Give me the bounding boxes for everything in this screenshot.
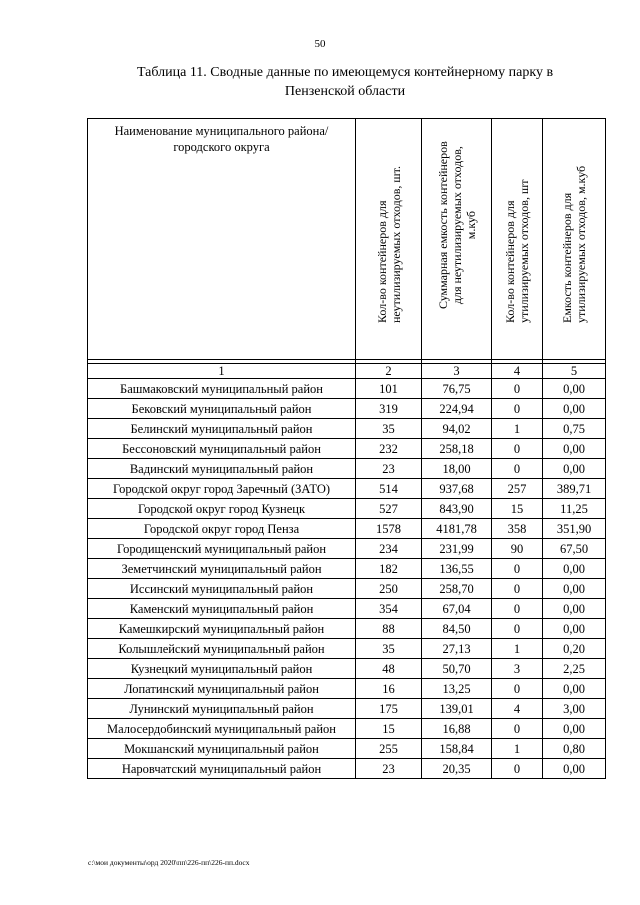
- row-value-cell: 158,84: [422, 739, 492, 759]
- row-value-cell: 358: [492, 519, 543, 539]
- column-number: 3: [422, 364, 492, 379]
- row-name-cell: Малосердобинский муниципальный район: [88, 719, 356, 739]
- row-value-cell: 136,55: [422, 559, 492, 579]
- row-value-cell: 527: [356, 499, 422, 519]
- row-value-cell: 18,00: [422, 459, 492, 479]
- row-value-cell: 23: [356, 759, 422, 779]
- row-value-cell: 35: [356, 419, 422, 439]
- row-value-cell: 76,75: [422, 379, 492, 399]
- row-value-cell: 0: [492, 379, 543, 399]
- row-value-cell: 16: [356, 679, 422, 699]
- row-value-cell: 3,00: [543, 699, 606, 719]
- row-value-cell: 23: [356, 459, 422, 479]
- row-value-cell: 0,00: [543, 459, 606, 479]
- row-value-cell: 0: [492, 559, 543, 579]
- table-row: [88, 579, 606, 599]
- row-value-cell: 1578: [356, 519, 422, 539]
- row-value-cell: 35: [356, 639, 422, 659]
- row-value-cell: 255: [356, 739, 422, 759]
- row-value-cell: 0,00: [543, 579, 606, 599]
- row-value-cell: 27,13: [422, 639, 492, 659]
- row-value-cell: 0: [492, 719, 543, 739]
- row-value-cell: 0: [492, 679, 543, 699]
- row-name-cell: Белинский муниципальный район: [88, 419, 356, 439]
- row-name-cell: Наровчатский муниципальный район: [88, 759, 356, 779]
- row-value-cell: 0: [492, 619, 543, 639]
- row-value-cell: 0,00: [543, 379, 606, 399]
- row-value-cell: 67,04: [422, 599, 492, 619]
- row-value-cell: 13,25: [422, 679, 492, 699]
- header-volume-nonrecyclable: Суммарная емкость контейнеров для неутилизируемых отходов, м.куб: [422, 119, 492, 360]
- column-number-row: [88, 364, 606, 379]
- row-value-cell: 258,18: [422, 439, 492, 459]
- table-row: [88, 679, 606, 699]
- row-value-cell: 0,00: [543, 559, 606, 579]
- table-row: [88, 759, 606, 779]
- row-value-cell: 0: [492, 579, 543, 599]
- row-name-cell: Камешкирский муниципальный район: [88, 619, 356, 639]
- row-name-cell: Кузнецкий муниципальный район: [88, 659, 356, 679]
- table-row: [88, 479, 606, 499]
- row-name-cell: Иссинский муниципальный район: [88, 579, 356, 599]
- row-value-cell: 843,90: [422, 499, 492, 519]
- table-row: [88, 739, 606, 759]
- row-value-cell: 232: [356, 439, 422, 459]
- row-name-cell: Земетчинский муниципальный район: [88, 559, 356, 579]
- table-row: [88, 379, 606, 399]
- row-value-cell: 0,20: [543, 639, 606, 659]
- row-value-cell: 514: [356, 479, 422, 499]
- row-value-cell: 0,00: [543, 759, 606, 779]
- row-value-cell: 0,80: [543, 739, 606, 759]
- table-row: [88, 699, 606, 719]
- table-row: [88, 619, 606, 639]
- table-row: [88, 539, 606, 559]
- table-row: [88, 719, 606, 739]
- row-value-cell: 0: [492, 439, 543, 459]
- table-row: [88, 399, 606, 419]
- row-value-cell: 234: [356, 539, 422, 559]
- row-value-cell: 0,00: [543, 679, 606, 699]
- row-value-cell: 11,25: [543, 499, 606, 519]
- container-fleet-table: [87, 118, 606, 779]
- row-value-cell: 0,00: [543, 719, 606, 739]
- row-value-cell: 48: [356, 659, 422, 679]
- row-value-cell: 0,00: [543, 599, 606, 619]
- table-row: [88, 639, 606, 659]
- row-value-cell: 50,70: [422, 659, 492, 679]
- table-row: [88, 519, 606, 539]
- row-name-cell: Бессоновский муниципальный район: [88, 439, 356, 459]
- row-name-cell: Вадинский муниципальный район: [88, 459, 356, 479]
- table-row: [88, 659, 606, 679]
- row-name-cell: Городской округ город Заречный (ЗАТО): [88, 479, 356, 499]
- row-value-cell: 101: [356, 379, 422, 399]
- row-value-cell: 67,50: [543, 539, 606, 559]
- column-number: 1: [88, 364, 356, 379]
- row-value-cell: 2,25: [543, 659, 606, 679]
- row-value-cell: 0,00: [543, 619, 606, 639]
- file-path-footer: c:\мои документы\орд 2020\пп\226-пп\226-пп.docx: [88, 858, 250, 867]
- row-value-cell: 250: [356, 579, 422, 599]
- row-value-cell: 90: [492, 539, 543, 559]
- header-volume-recyclable: Емкость контейнеров для утилизируемых отходов, м.куб: [543, 119, 606, 360]
- header-name-column: Наименование муниципального района/городского округа: [88, 119, 356, 360]
- row-value-cell: 4: [492, 699, 543, 719]
- table-row: [88, 599, 606, 619]
- column-number: 4: [492, 364, 543, 379]
- table-row: [88, 439, 606, 459]
- row-name-cell: Городской округ город Пенза: [88, 519, 356, 539]
- row-value-cell: 175: [356, 699, 422, 719]
- row-value-cell: 84,50: [422, 619, 492, 639]
- row-value-cell: 231,99: [422, 539, 492, 559]
- row-name-cell: Колышлейский муниципальный район: [88, 639, 356, 659]
- table-title: [100, 63, 590, 101]
- row-value-cell: 15: [492, 499, 543, 519]
- row-name-cell: Башмаковский муниципальный район: [88, 379, 356, 399]
- row-value-cell: 1: [492, 419, 543, 439]
- row-name-cell: Лунинский муниципальный район: [88, 699, 356, 719]
- row-value-cell: 15: [356, 719, 422, 739]
- row-value-cell: 258,70: [422, 579, 492, 599]
- row-value-cell: 0,75: [543, 419, 606, 439]
- row-name-cell: Городской округ город Кузнецк: [88, 499, 356, 519]
- table-row: [88, 419, 606, 439]
- table-row: [88, 459, 606, 479]
- page-number: 50: [314, 38, 326, 50]
- header-count-recyclable: Кол-во контейнеров для утилизируемых отходов, шт: [492, 119, 543, 360]
- row-value-cell: 319: [356, 399, 422, 419]
- row-value-cell: 88: [356, 619, 422, 639]
- header-count-nonrecyclable: Кол-во контейнеров для неутилизируемых отходов, шт.: [356, 119, 422, 360]
- row-value-cell: 139,01: [422, 699, 492, 719]
- column-number: 5: [543, 364, 606, 379]
- row-value-cell: 0: [492, 399, 543, 419]
- row-value-cell: 224,94: [422, 399, 492, 419]
- row-value-cell: 257: [492, 479, 543, 499]
- row-value-cell: 1: [492, 639, 543, 659]
- row-value-cell: 0: [492, 759, 543, 779]
- row-value-cell: 94,02: [422, 419, 492, 439]
- column-number: 2: [356, 364, 422, 379]
- row-value-cell: 0: [492, 599, 543, 619]
- row-value-cell: 354: [356, 599, 422, 619]
- row-value-cell: 0,00: [543, 399, 606, 419]
- row-name-cell: Каменский муниципальный район: [88, 599, 356, 619]
- row-value-cell: 20,35: [422, 759, 492, 779]
- row-value-cell: 351,90: [543, 519, 606, 539]
- row-value-cell: 4181,78: [422, 519, 492, 539]
- row-value-cell: 3: [492, 659, 543, 679]
- title-line-1: Таблица 11. Сводные данные по имеющемуся контейнерному парку в: [136, 65, 554, 80]
- row-value-cell: 16,88: [422, 719, 492, 739]
- row-value-cell: 0,00: [543, 439, 606, 459]
- row-value-cell: 0: [492, 459, 543, 479]
- row-name-cell: Городищенский муниципальный район: [88, 539, 356, 559]
- row-value-cell: 182: [356, 559, 422, 579]
- row-name-cell: Мокшанский муниципальный район: [88, 739, 356, 759]
- table-row: [88, 559, 606, 579]
- table-row: [88, 499, 606, 519]
- row-name-cell: Лопатинский муниципальный район: [88, 679, 356, 699]
- row-value-cell: 389,71: [543, 479, 606, 499]
- row-name-cell: Бековский муниципальный район: [88, 399, 356, 419]
- title-line-2: Пензенской области: [284, 84, 406, 99]
- row-value-cell: 937,68: [422, 479, 492, 499]
- row-value-cell: 1: [492, 739, 543, 759]
